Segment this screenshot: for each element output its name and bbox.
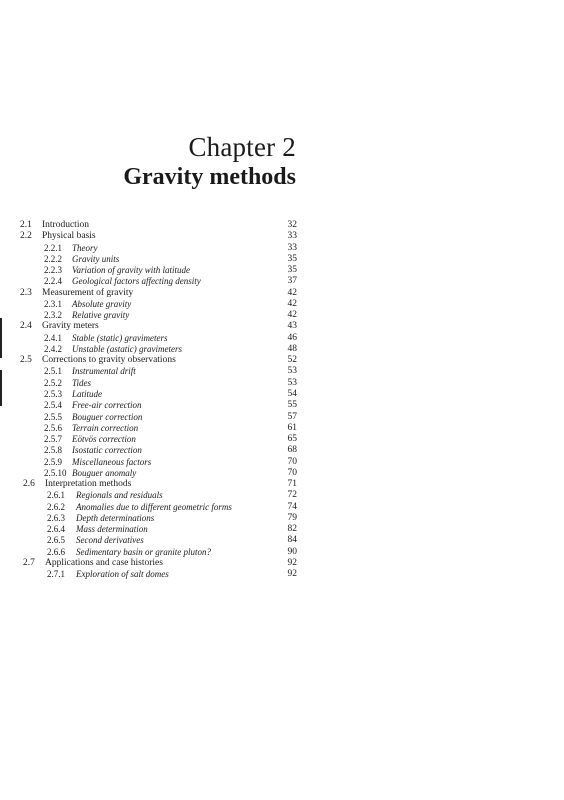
toc-subsection-row xyxy=(0,333,564,344)
toc-entry-title: Miscellaneous factors xyxy=(72,456,152,467)
toc-entry-page: 32 xyxy=(287,220,297,230)
toc-entry-page: 53 xyxy=(287,377,297,388)
toc-entry-number: 2.6.4 xyxy=(47,524,65,535)
chapter-heading xyxy=(123,132,296,191)
toc-entry-number: 2.5.3 xyxy=(44,388,62,399)
toc-entry-page: 37 xyxy=(287,276,297,287)
toc-entry-page: 48 xyxy=(287,343,297,354)
toc-section-row xyxy=(0,231,564,242)
toc-entry-title: Terrain correction xyxy=(72,422,139,433)
toc-entry-page: 92 xyxy=(287,557,297,568)
toc-entry-title: Interpretation methods xyxy=(45,479,132,490)
toc-subsection-row xyxy=(0,412,564,423)
toc-entry-title: Geological factors affecting density xyxy=(72,276,201,287)
toc-entry-page: 52 xyxy=(287,355,297,366)
toc-entry-title: Tides xyxy=(72,377,92,388)
toc-entry-page: 35 xyxy=(287,265,297,276)
toc-entry-number: 2.4.1 xyxy=(44,332,62,343)
toc-entry-page: 71 xyxy=(287,479,297,490)
toc-entry-number: 2.2.2 xyxy=(44,253,62,264)
toc-entry-title: Free-air correction xyxy=(72,400,142,411)
toc-entry-number: 2.6.5 xyxy=(47,535,65,546)
toc-entry-title: Regionals and residuals xyxy=(76,490,163,501)
table-of-contents xyxy=(0,220,564,581)
toc-entry-title: Exploration of salt domes xyxy=(76,569,169,580)
toc-entry-page: 57 xyxy=(287,411,297,422)
toc-entry-number: 2.2 xyxy=(20,231,32,242)
toc-entry-title: Depth determinations xyxy=(76,512,155,523)
toc-entry-page: 74 xyxy=(287,501,297,512)
toc-entry-page: 61 xyxy=(287,422,297,433)
toc-entry-page: 82 xyxy=(287,524,297,535)
toc-entry-number: 2.6.1 xyxy=(47,490,65,501)
toc-entry-title: Bouguer correction xyxy=(72,411,143,422)
toc-entry-page: 42 xyxy=(287,298,297,309)
toc-entry-page: 90 xyxy=(287,546,297,557)
toc-subsection-row xyxy=(0,366,564,377)
toc-entry-number: 2.6.2 xyxy=(47,501,65,512)
toc-entry-page: 84 xyxy=(287,535,297,546)
toc-entry-page: 55 xyxy=(287,400,297,411)
toc-entry-title: Absolute gravity xyxy=(72,298,132,309)
toc-entry-title: Gravity meters xyxy=(42,321,99,332)
toc-entry-title: Eötvös correction xyxy=(72,434,136,445)
toc-subsection-row xyxy=(0,569,564,580)
toc-entry-number: 2.7 xyxy=(23,557,35,568)
toc-entry-number: 2.5.4 xyxy=(44,400,62,411)
toc-entry-number: 2.5.10 xyxy=(44,467,67,478)
toc-entry-page: 92 xyxy=(287,569,297,580)
toc-entry-page: 53 xyxy=(287,366,297,377)
toc-entry-title: Physical basis xyxy=(42,231,96,242)
toc-entry-title: Instrumental drift xyxy=(72,366,136,377)
toc-subsection-row xyxy=(0,299,564,310)
toc-entry-page: 68 xyxy=(287,445,297,456)
toc-entry-title: Sedimentary basin or granite pluton? xyxy=(76,546,211,557)
toc-subsection-row xyxy=(0,457,564,468)
toc-entry-title: Applications and case histories xyxy=(45,557,163,568)
toc-entry-page: 33 xyxy=(287,242,297,253)
toc-entry-page: 79 xyxy=(287,512,297,523)
toc-entry-number: 2.5.8 xyxy=(44,445,62,456)
toc-section-row xyxy=(0,558,564,569)
toc-subsection-row xyxy=(0,423,564,434)
toc-entry-title: Measurement of gravity xyxy=(42,287,134,298)
toc-entry-number: 2.1 xyxy=(20,220,32,230)
toc-entry-page: 65 xyxy=(287,434,297,445)
toc-entry-page: 42 xyxy=(287,287,297,298)
toc-subsection-row xyxy=(0,513,564,524)
toc-entry-title: Variation of gravity with latitude xyxy=(72,265,190,276)
toc-entry-number: 2.5.1 xyxy=(44,366,62,377)
toc-subsection-row xyxy=(0,547,564,558)
toc-entry-page: 33 xyxy=(287,231,297,242)
toc-entry-number: 2.5.5 xyxy=(44,411,62,422)
toc-subsection-row xyxy=(0,310,564,321)
toc-entry-title: Anomalies due to different geometric forms xyxy=(76,501,232,512)
toc-subsection-row xyxy=(0,344,564,355)
toc-entry-title: Relative gravity xyxy=(72,310,130,321)
toc-entry-title: Theory xyxy=(72,242,98,253)
toc-subsection-row xyxy=(0,276,564,287)
toc-entry-page: 46 xyxy=(287,332,297,343)
toc-entry-page: 72 xyxy=(287,490,297,501)
toc-section-row xyxy=(0,355,564,366)
toc-subsection-row xyxy=(0,468,564,479)
toc-entry-page: 54 xyxy=(287,388,297,399)
toc-entry-title: Isostatic correction xyxy=(72,445,142,456)
toc-entry-title: Stable (static) gravimeters xyxy=(72,332,168,343)
toc-entry-number: 2.3 xyxy=(20,287,32,298)
toc-section-row xyxy=(0,479,564,490)
chapter-title: Gravity methods xyxy=(123,164,296,190)
toc-subsection-row xyxy=(0,502,564,513)
toc-entry-title: Mass determination xyxy=(76,524,148,535)
toc-subsection-row xyxy=(0,434,564,445)
toc-subsection-row xyxy=(0,378,564,389)
toc-entry-title: Gravity units xyxy=(72,253,120,264)
toc-entry-number: 2.5 xyxy=(20,355,32,366)
toc-entry-number: 2.4 xyxy=(20,321,32,332)
toc-entry-number: 2.2.4 xyxy=(44,276,62,287)
toc-subsection-row xyxy=(0,400,564,411)
toc-entry-number: 2.7.1 xyxy=(47,569,65,580)
toc-entry-number: 2.3.1 xyxy=(44,298,62,309)
toc-entry-number: 2.5.2 xyxy=(44,377,62,388)
toc-entry-number: 2.6 xyxy=(23,479,35,490)
toc-subsection-row xyxy=(0,265,564,276)
toc-entry-title: Second derivatives xyxy=(76,535,144,546)
toc-entry-title: Unstable (astatic) gravimeters xyxy=(72,343,182,354)
toc-entry-number: 2.5.6 xyxy=(44,422,62,433)
toc-entry-title: Bouguer anomaly xyxy=(72,467,137,478)
toc-entry-number: 2.2.1 xyxy=(44,242,62,253)
toc-entry-title: Corrections to gravity observations xyxy=(42,355,176,366)
toc-subsection-row xyxy=(0,445,564,456)
toc-subsection-row xyxy=(0,254,564,265)
toc-entry-number: 2.4.2 xyxy=(44,343,62,354)
toc-entry-number: 2.3.2 xyxy=(44,310,62,321)
toc-subsection-row xyxy=(0,389,564,400)
toc-entry-title: Latitude xyxy=(72,388,103,399)
toc-entry-page: 42 xyxy=(287,310,297,321)
chapter-label: Chapter 2 xyxy=(188,132,296,162)
toc-subsection-row xyxy=(0,243,564,254)
toc-entry-page: 35 xyxy=(287,253,297,264)
toc-section-row xyxy=(0,288,564,299)
toc-entry-title: Introduction xyxy=(42,220,89,230)
toc-subsection-row xyxy=(0,524,564,535)
toc-subsection-row xyxy=(0,535,564,546)
toc-entry-number: 2.2.3 xyxy=(44,265,62,276)
toc-entry-page: 70 xyxy=(287,456,297,467)
toc-entry-number: 2.6.6 xyxy=(47,546,65,557)
toc-entry-number: 2.6.3 xyxy=(47,512,65,523)
toc-entry-number: 2.5.9 xyxy=(44,456,62,467)
toc-entry-page: 70 xyxy=(287,467,297,478)
toc-entry-page: 43 xyxy=(287,321,297,332)
toc-entry-number: 2.5.7 xyxy=(44,434,62,445)
toc-section-row xyxy=(0,220,564,231)
toc-subsection-row xyxy=(0,490,564,501)
toc-section-row xyxy=(0,321,564,332)
